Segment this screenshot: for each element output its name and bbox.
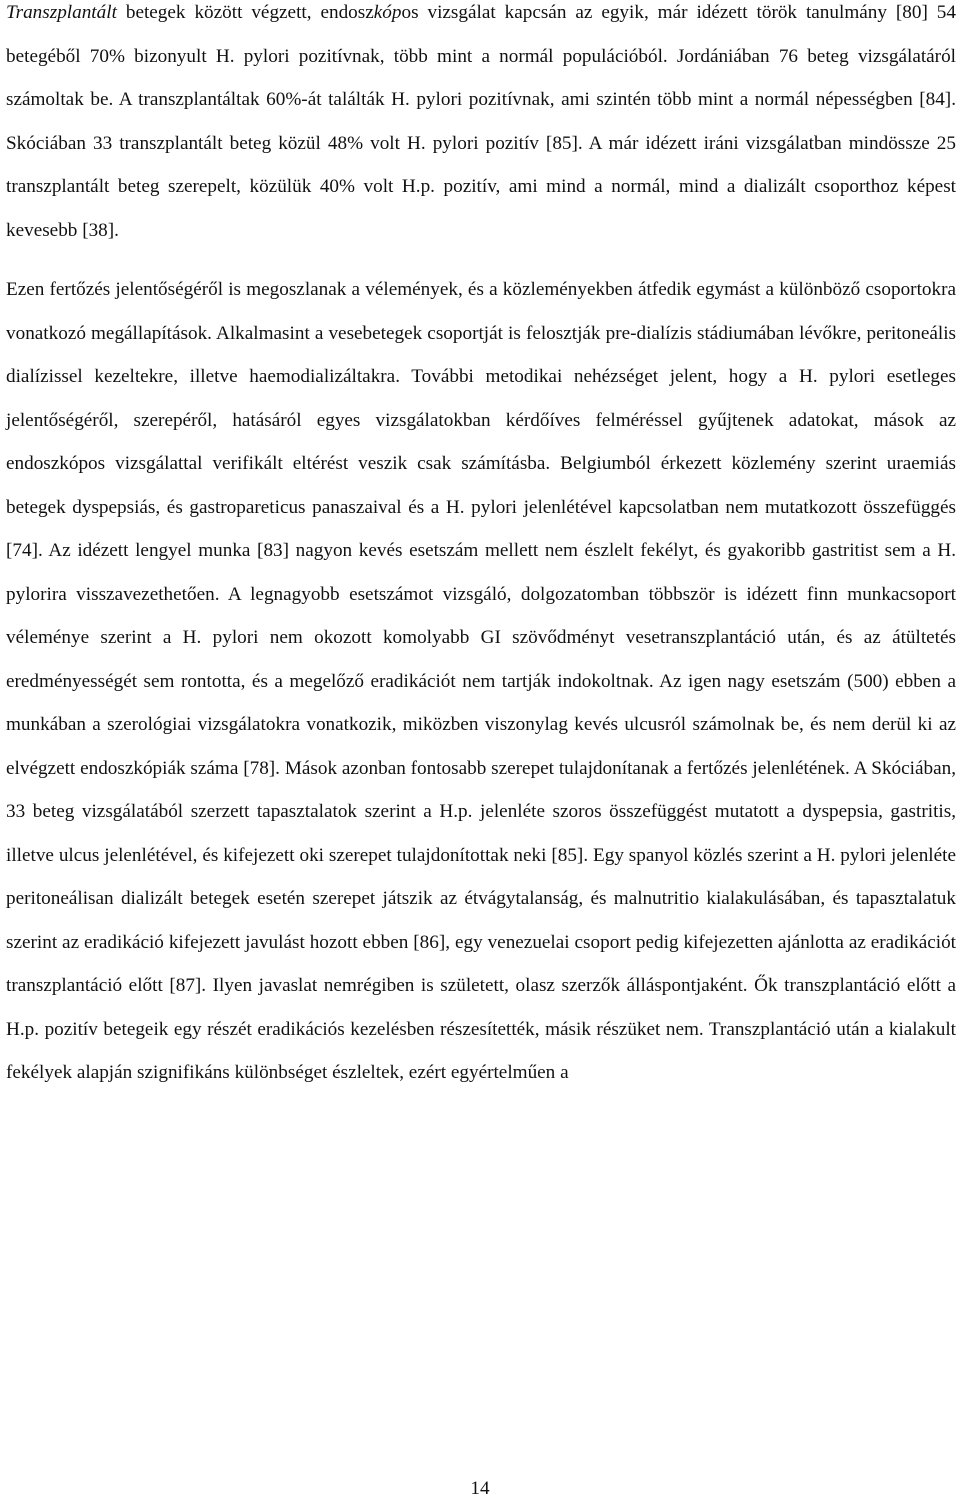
italic-lead-word: Transzplantált <box>6 2 117 23</box>
italic-fragment: kóp <box>373 2 402 23</box>
paragraph-1 <box>6 0 956 252</box>
page-number: 14 <box>470 1478 490 1499</box>
paragraph-2: Ezen fertőzés jelentőségéről is megoszlanak a vélemények, és a közleményekben átfedik egymást a különböző csoportokra vonatkozó megállapítások. Alkalmasint a vesebetegek csoportját is felosztják pre-dialízis stádiumában lévőkre, peritoneális dialízissel kezeltekre, illetve haemodializáltakra. További metodikai nehézséget jelent, hogy a H. pylori esetleges jelentőségéről, szerepéről, hatásáról egyes vizsgálatokban kérdőíves felméréssel gyűjtenek adatokat, mások az endoszkópos vizsgálattal verifikált eltérést veszik csak számításba. Belgiumból érkezett közlemény szerint uraemiás betegek dyspepsiás, és gastropareticus panaszaival és a H. pylori jelenlétével kapcsolatban nem mutatkozott összefüggés [74]. Az idézett lengyel munka [83] nagyon kevés esetszám mellett nem észlelt fekélyt, és gyakoribb gastritist sem a H. pylorira visszavezethetően. A legnagyobb esetszámot vizsgáló, dolgozatomban többször is idézett finn munkacsoport véleménye szerint a H. pylori nem okozott komolyabb GI szövődményt vesetranszplantáció után, és az átültetés eredményességét sem rontotta, és a megelőző eradikációt nem tartják indokoltnak. Az igen nagy esetszám (500) ebben a munkában a szerológiai vizsgálatokra vonatkozik, miközben viszonylag kevés ulcusról számolnak be, és nem derül ki az elvégzett endoszkópiák száma [78]. Mások azonban fontosabb szerepet tulajdonítanak a fertőzés jelenlétének. A Skóciában, 33 beteg vizsgálatából szerzett tapasztalatok szerint a H.p. jelenléte szoros összefüggést mutatott a dyspepsia, gastritis, illetve ulcus jelenlétével, és kifejezett oki szerepet tulajdonítottak neki [85]. Egy spanyol közlés szerint a H. pylori jelenléte peritoneálisan dializált betegek esetén szerepet játszik az étvágytalanság, és malnutritio kialakulásában, és tapasztalatuk szerint az eradikáció kifejezett javulást hozott ebben [86], egy venezuelai csoport pedig kifejezetten ajánlotta az eradikációt transzplantáció előtt [87]. Ilyen javaslat nemrégiben is született, olasz szerzők álláspontjaként. Ők transzplantáció előtt a H.p. pozitív betegeik egy részét eradikációs kezelésben részesítették, másik részüket nem. Transzplantáció után a kialakult fekélyek alapján szignifikáns különbséget észleltek, ezért egyértelműen a <box>6 279 956 1083</box>
paragraph-1-text-a: betegek között végzett, endosz <box>116 2 374 23</box>
paragraph-1-text-b: os vizsgálat kapcsán az egyik, már idézett török tanulmány [80] 54 betegéből 70% bizonyult H. pylori pozitívnak, több mint a normál populációból. Jordániában 76 beteg vizsgálatáról számoltak be. A transzplantáltak 60%-át találták H. pylori pozitívnak, ami szintén több mint a normál népességben [84]. Skóciában 33 transzplantált beteg közül 48% volt H. pylori pozitív [85]. A már idézett iráni vizsgálatban mindössze 25 transzplantált beteg szerepelt, közülük 40% volt H.p. pozitív, ami mind a normál, mind a dializált csoporthoz képest kevesebb [38]. <box>6 2 956 241</box>
document-page <box>6 0 956 1095</box>
